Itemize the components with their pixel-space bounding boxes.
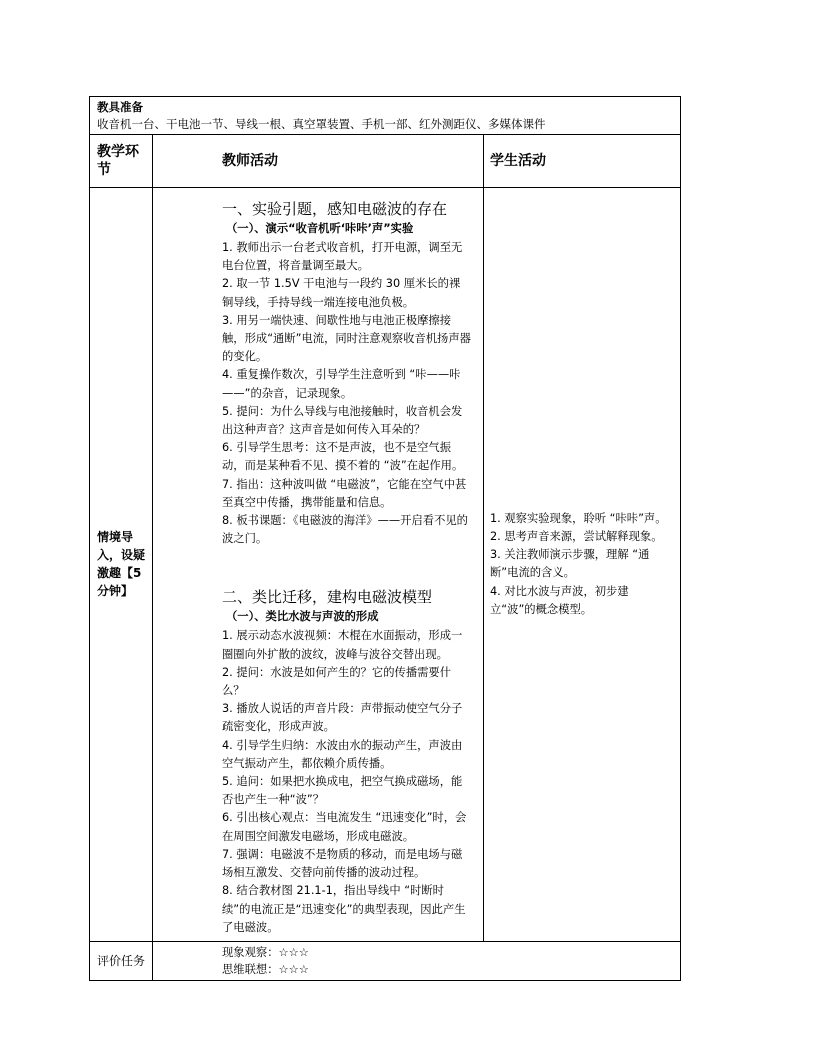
evaluation-label: 评价任务 xyxy=(90,941,153,980)
header-row xyxy=(90,135,681,188)
section2-step: 6. 引出核心观点：当电流发生 “迅速变化”时，会在周围空间激发电磁场，形成电磁波。 xyxy=(222,811,467,843)
section1-step: 6. 引导学生思考：这不是声波，也不是空气振动，而是某种看不见、摸不着的 “波”在起作用。 xyxy=(222,441,464,473)
section2-subtitle: （一）、类比水波与声波的形成 xyxy=(226,610,379,624)
evaluation-items-cell xyxy=(153,941,681,980)
evaluation-item: 现象观察：☆☆☆ xyxy=(222,945,309,959)
section2-step: 8. 结合教材图 21.1-1，指出导线中 “时断时续”的电流正是“迅速变化”的典型表现，因此产生了电磁波。 xyxy=(222,884,466,934)
section1-step: 3. 用另一端快速、间歇性地与电池正极摩擦接触，形成“通断”电流，同时注意观察收音机扬声器的变化。 xyxy=(222,313,471,364)
student-activity-item: 2. 思考声音来源，尝试解释现象。 xyxy=(490,530,663,544)
teacher-activity-cell xyxy=(153,188,484,942)
student-activity-item: 4. 对比水波与声波，初步建立“波”的概念模型。 xyxy=(490,584,629,616)
section1-subtitle: （一）、演示“收音机听‘咔咔’声”实验 xyxy=(226,222,414,235)
header-stage: 教学环节 xyxy=(90,135,153,188)
stage-label-cell xyxy=(90,188,153,942)
preparation-row xyxy=(90,97,681,135)
section1-step: 1. 教师出示一台老式收音机，打开电源，调至无电台位置，将音量调至最大。 xyxy=(222,241,463,273)
section1-step: 7. 指出：这种波叫做 “电磁波”，它能在空气中甚至真空中传播，携带能量和信息。 xyxy=(222,477,467,509)
preparation-items: 收音机一台、干电池一节、导线一根、真空罩装置、手机一部、红外测距仪、多媒体课件 xyxy=(97,117,546,131)
header-teacher-activity: 教师活动 xyxy=(153,135,484,188)
section1-step: 5. 提问：为什么导线与电池接触时，收音机会发出这种声音？这声音是如何传入耳朵的？ xyxy=(222,404,463,437)
preparation-title: 教具准备 xyxy=(97,100,143,114)
section1-step: 2. 取一节 1.5V 干电池与一段约 30 厘米长的裸铜导线，手持导线一端连接电池负极。 xyxy=(222,277,461,309)
lesson-plan-table xyxy=(89,96,681,981)
section2-title: 二、类比迁移，建构电磁波模型 xyxy=(222,588,433,607)
header-student-activity: 学生活动 xyxy=(484,135,681,188)
section2-step: 4. 引导学生归纳：水波由水的振动产生，声波由空气振动产生，都依赖介质传播。 xyxy=(222,738,463,770)
evaluation-item: 思维联想：☆☆☆ xyxy=(222,962,309,976)
section-spacer xyxy=(222,548,471,586)
lesson-plan-page xyxy=(89,96,680,981)
student-activity-item: 1. 观察实验现象，聆听 “咔咔”声。 xyxy=(490,511,667,525)
section1-title: 一、实验引题，感知电磁波的存在 xyxy=(222,200,448,218)
section2-step: 5. 追问：如果把水换成电，把空气换成磁场，能否也产生一种“波”？ xyxy=(222,775,463,807)
section2-step: 7. 强调：电磁波不是物质的移动，而是电场与磁场相互激发、交替向前传播的波动过程。 xyxy=(222,847,463,880)
stage-label: 情境导入，设疑激趣【5分钟】 xyxy=(97,530,146,599)
student-activity-item: 3. 关注教师演示步骤，理解 “通断”电流的含义。 xyxy=(490,548,650,580)
evaluation-row xyxy=(90,941,681,980)
section2-step: 1. 展示动态水波视频：木棍在水面振动，形成一圈圈向外扩散的波纹，波峰与波谷交替出现。 xyxy=(222,629,463,661)
section1-step: 4. 重复操作数次，引导学生注意听到 “咔——咔——”的杂音，记录现象。 xyxy=(222,368,461,400)
section1-step: 8. 板书课题：《电磁波的海洋》——开启看不见的波之门。 xyxy=(222,514,468,546)
activity-row xyxy=(90,188,681,942)
preparation-cell xyxy=(90,97,681,135)
section2-step: 3. 播放人说话的声音片段：声带振动使空气分子疏密变化，形成声波。 xyxy=(222,702,463,734)
student-activity-cell xyxy=(484,188,681,942)
section2-step: 2. 提问：水波是如何产生的？它的传播需要什么？ xyxy=(222,665,452,698)
